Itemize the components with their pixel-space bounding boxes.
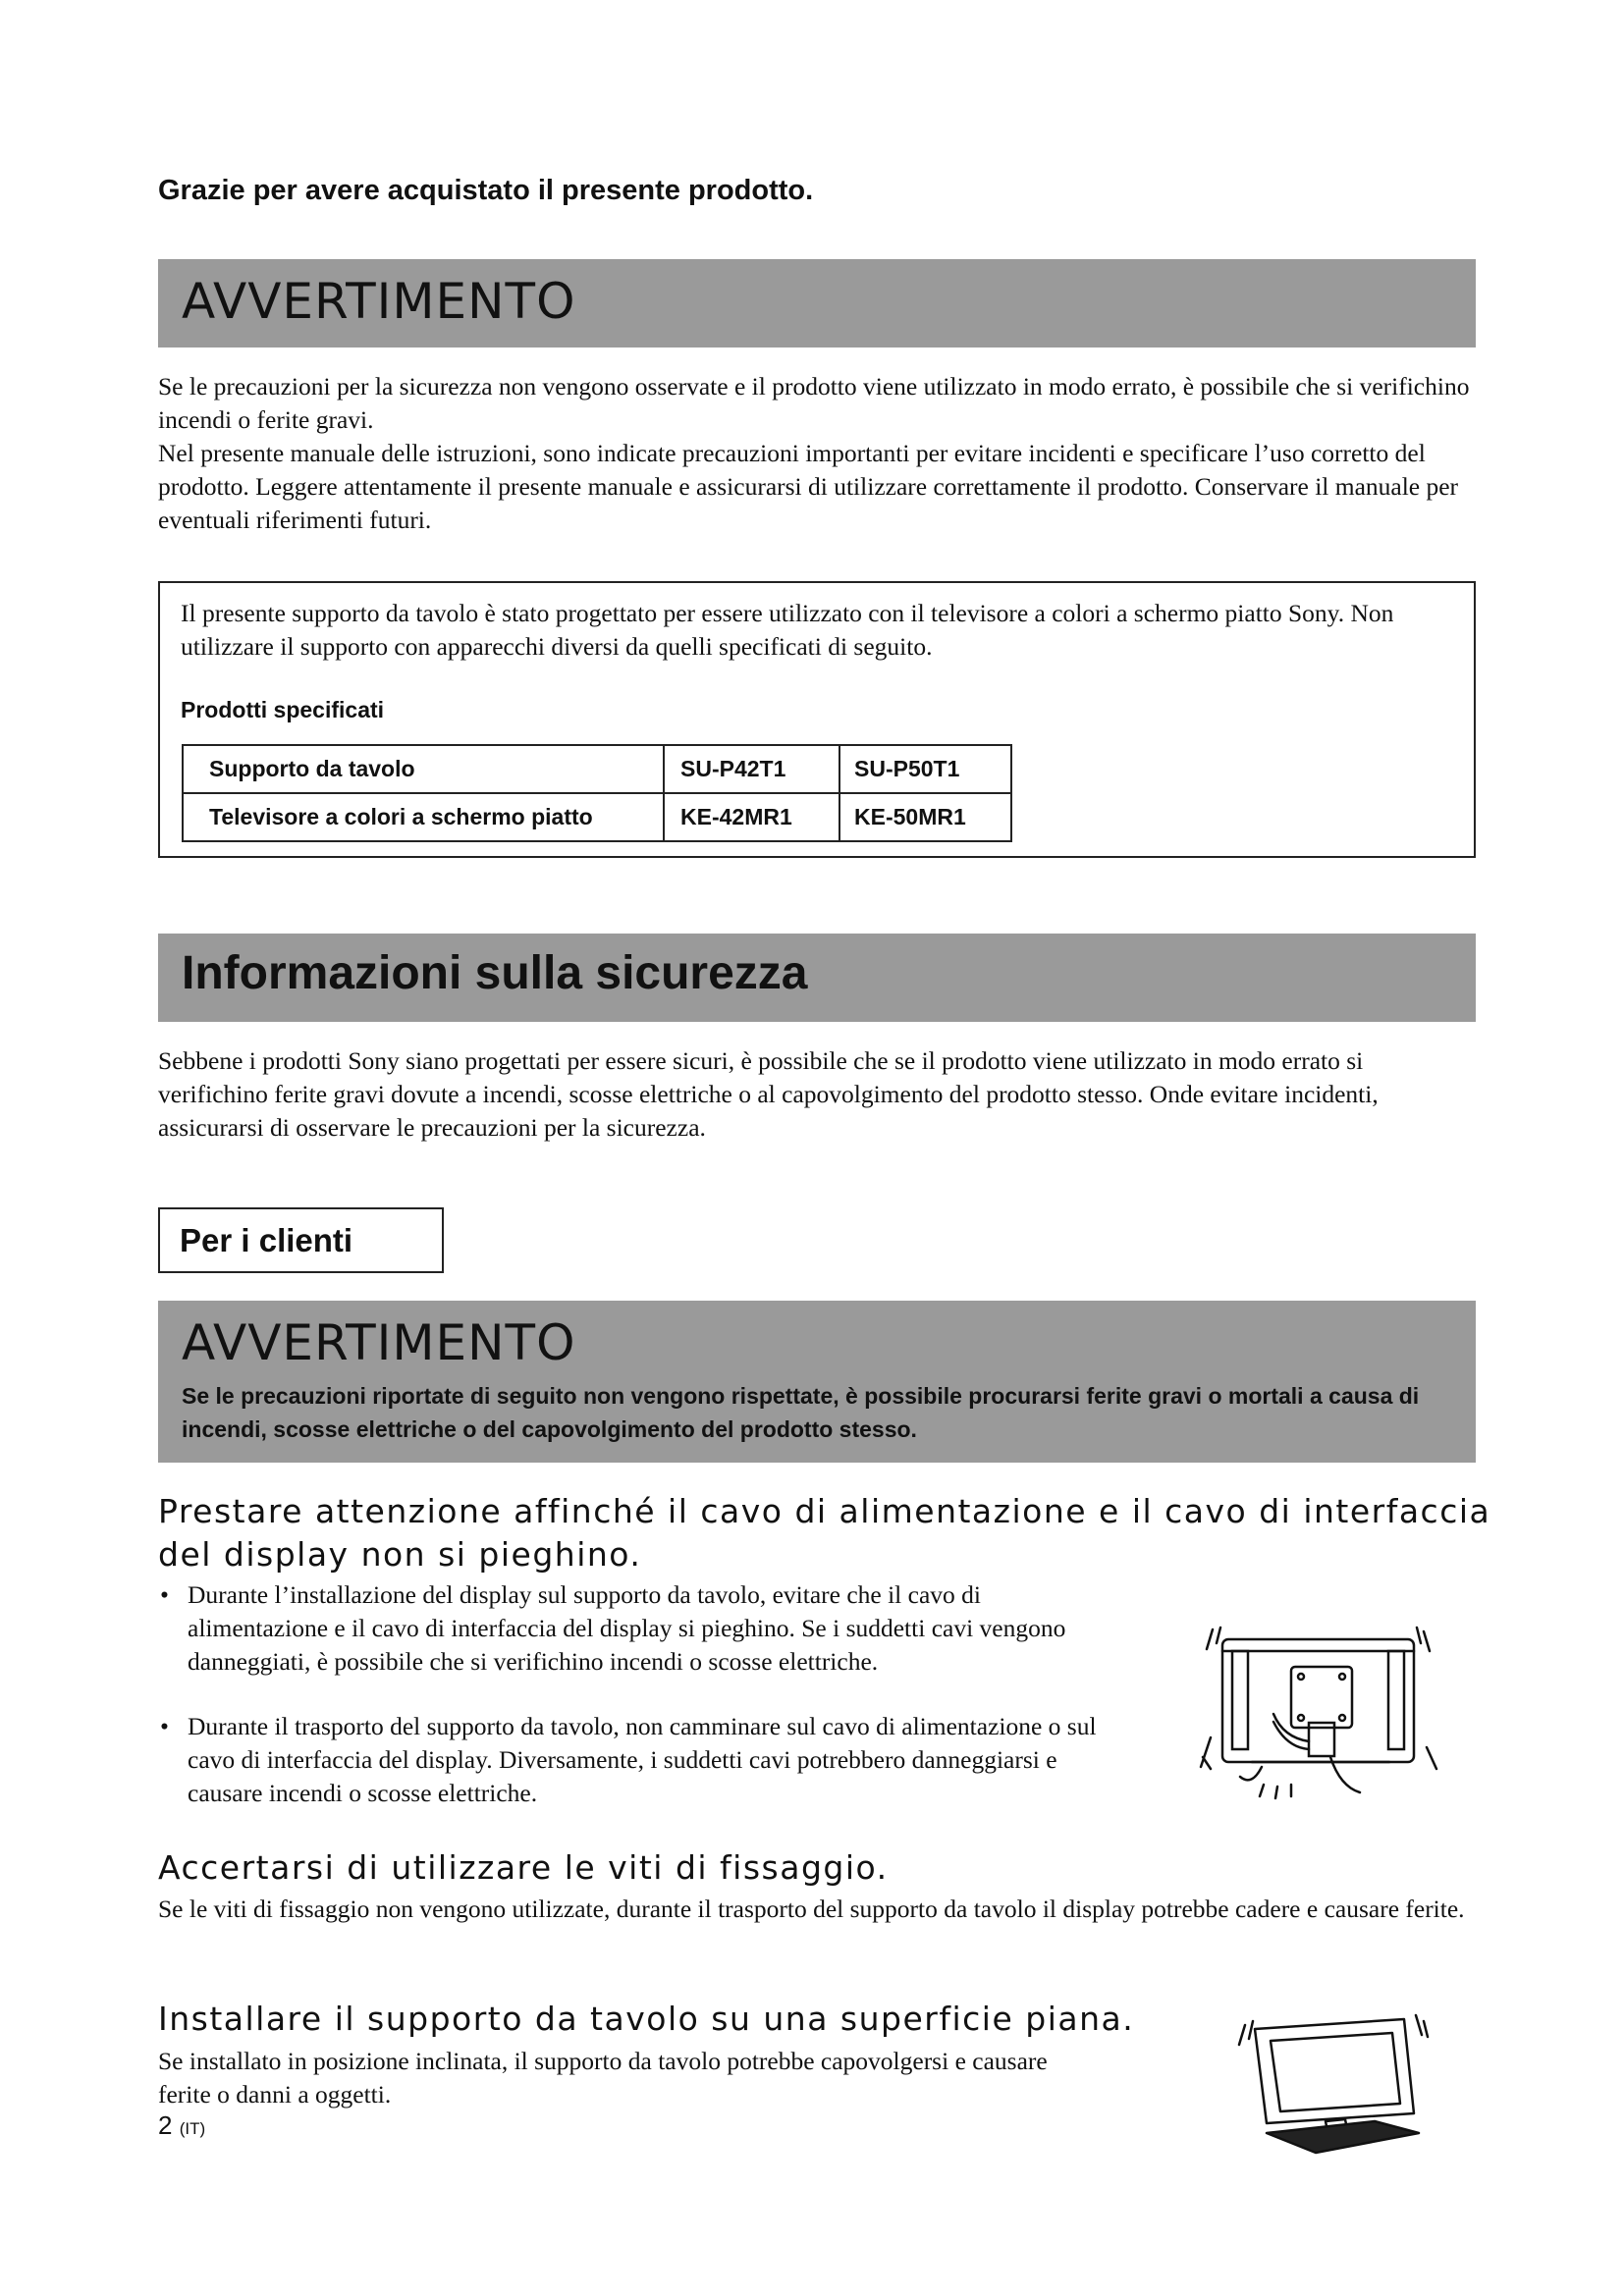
warning2-title: AVVERTIMENTO [182, 1314, 576, 1371]
screws-text: Se le viti di fissaggio non vengono utilizzate, durante il trasporto del supporto da tavolo il display potrebbe cadere e causare ferite. [158, 1895, 1465, 1923]
warning-paragraph: Se le precauzioni per la sicurezza non vengono osservate e il prodotto viene utilizzato in modo errato, è possibile che si verifichino incendi o ferite gravi. [158, 372, 1470, 434]
safety-text: Sebbene i prodotti Sony siano progettati per essere sicuri, è possibile che se il prodotto viene utilizzato in modo errato si verifichino ferite gravi dovute a incendi, scosse elettriche o al capovolgimento del prodotto stesso. Onde evitare incidenti, assicurarsi di osservare le precauzioni per la sicurezza. [158, 1046, 1379, 1142]
list-item: • Durante il trasporto del supporto da tavolo, non camminare sul cavo di alimentazione o sul cavo di interfaccia del display. Diversamente, i suddetti cavi potrebbero danneggiarsi e causare incendi o scosse elettriche. [158, 1710, 1120, 1810]
page-number [158, 2110, 205, 2141]
warning-body [158, 370, 1484, 537]
customers-label-box [158, 1207, 444, 1273]
specified-products-table [182, 744, 1012, 842]
intro-heading: Grazie per avere acquistato il presente prodotto. [158, 175, 814, 206]
page-number-value: 2 [158, 2110, 173, 2140]
specified-products-heading: Prodotti specificati [181, 697, 385, 722]
safety-title: Informazioni sulla sicurezza [182, 947, 808, 999]
table-cell-model: SU-P50T1 [839, 745, 1011, 793]
table-row [183, 745, 1011, 793]
page-language: (IT) [179, 2119, 206, 2138]
spec-box-text: Il presente supporto da tavolo è stato progettato per essere utilizzato con il televisore a colori a schermo piatto Sony. Non utilizzare il supporto con apparecchi diversi da quelli specificati di seguito. [181, 599, 1394, 661]
cables-bullets [158, 1578, 1120, 1810]
section-heading-flat-surface: Installare il supporto da tavolo su una superficie piana. [158, 2000, 1135, 2038]
warning-title: AVVERTIMENTO [182, 273, 576, 330]
flat-surface-text: Se installato in posizione inclinata, il supporto da tavolo potrebbe capovolgersi e causare ferite o danni a oggetti. [158, 2047, 1048, 2109]
section-heading-cables: Prestare attenzione affinché il cavo di alimentazione e il cavo di interfaccia del display non si pieghino. [158, 1492, 1491, 1574]
warning-banner [158, 259, 1476, 347]
table-cell-label: Televisore a colori a schermo piatto [183, 793, 664, 841]
section-heading-screws: Accertarsi di utilizzare le viti di fissaggio. [158, 1848, 889, 1887]
table-cell-model: KE-50MR1 [839, 793, 1011, 841]
warning-paragraph: Nel presente manuale delle istruzioni, sono indicate precauzioni importanti per evitare incidenti e specificare l’uso corretto del prodotto. Leggere attentamente il presente manuale e assicurarsi di utilizzare correttamente il prodotto. Conservare il manuale per eventuali riferimenti futuri. [158, 439, 1459, 534]
safety-banner [158, 934, 1476, 1022]
table-cell-label: Supporto da tavolo [183, 745, 664, 793]
list-item: • Durante l’installazione del display sul supporto da tavolo, evitare che il cavo di alimentazione e il cavo di interfaccia del display si pieghino. Se i suddetti cavi vengono danneggiati, è possibile che si verifichino incendi o scosse elettriche. [158, 1578, 1120, 1679]
table-cell-model: SU-P42T1 [664, 745, 839, 793]
table-cell-model: KE-42MR1 [664, 793, 839, 841]
warning2-text: Se le precauzioni riportate di seguito non vengono rispettate, è possibile procurarsi ferite gravi o mortali a causa di incendi, scosse elettriche o del capovolgimento del prodotto stesso. [182, 1383, 1420, 1442]
table-row [183, 793, 1011, 841]
cable-illustration [1193, 1620, 1443, 1806]
tilted-display-illustration [1227, 2007, 1434, 2164]
warning2-banner [158, 1301, 1476, 1463]
customers-label: Per i clienti [180, 1222, 353, 1258]
